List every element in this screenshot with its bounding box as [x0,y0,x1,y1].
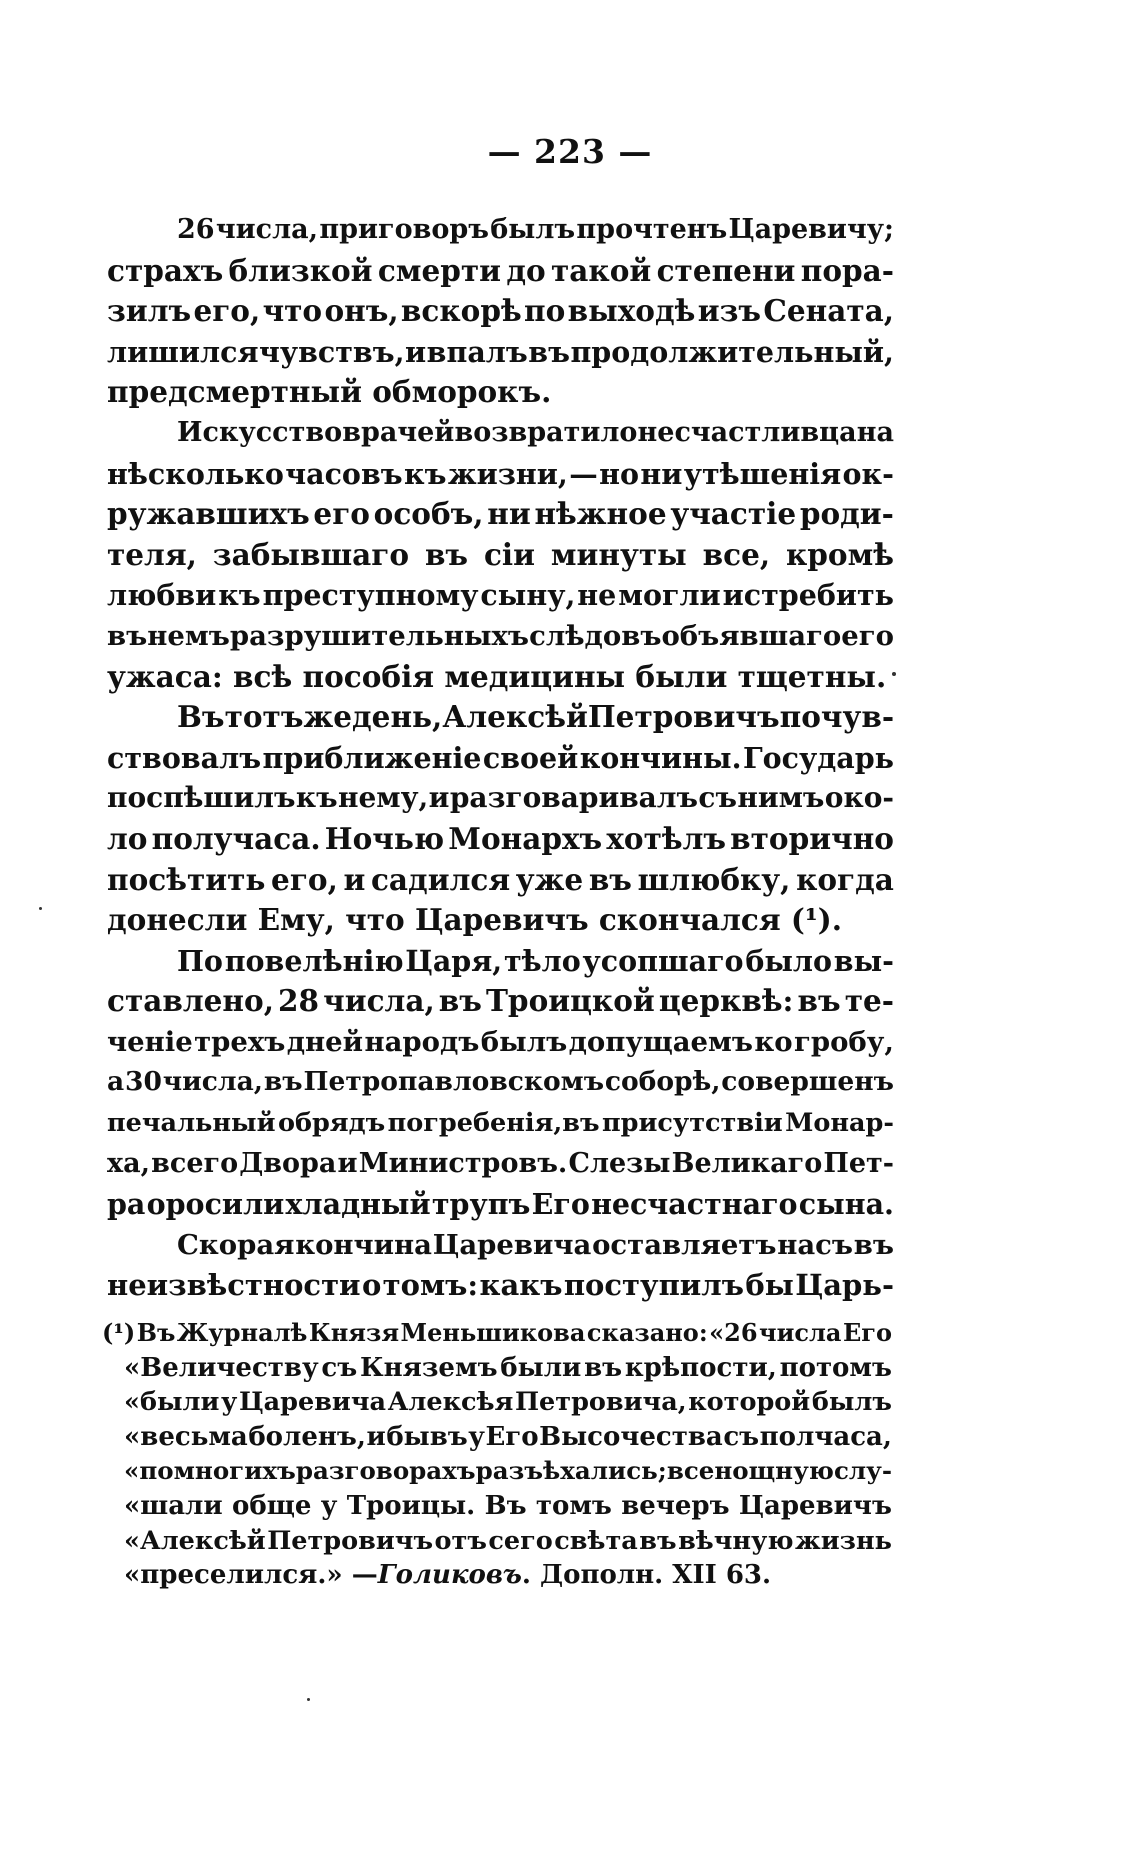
text-line: а 30 числа, въ Петропавловскомъ соборѣ, совершенъ [107,1066,894,1098]
text-line: лишился чувствъ, и впалъ въ продолжительный, [107,334,894,369]
text-line: ствовалъ приближеніе своей кончины. Государь [107,740,894,775]
text-line: Искусство врачей возвратило несчастливца на [177,416,894,448]
footnote-line [102,1558,892,1593]
text-line: нѣсколько часовъ къ жизни, — но ни утѣшенія ок- [107,456,894,491]
footnote-author: Голиковъ [377,1560,522,1591]
text-line: въ немъ разрушительныхъ слѣдовъ объявшаго его [107,619,894,652]
footnote-line: «шали обще у Троицы. Въ томъ вечеръ Царевичъ [124,1490,892,1521]
footnote-line: «были у Царевича Алексѣя Петровича, которой былъ [124,1387,892,1418]
text-line: поспѣшилъ къ нему, и разговаривалъ съ нимъ око- [107,781,894,815]
footnote-line: «по многихъ разговорахъ разъѣхались; всенощную слу- [124,1456,892,1486]
text-line: донесли Ему, что Царевичъ скончался (¹). [107,902,843,938]
text-line: посѣтить его, и садился уже въ шлюбку, когда [107,861,894,897]
text-line: ха, всего Двора и Министровъ. Слезы Великаго Пет- [107,1147,894,1179]
text-line: теля, забывшаго въ сіи минуты все, кромѣ [107,536,894,572]
text-line: ставлено, 28 числа, въ Троицкой церквѣ: въ те- [107,983,894,1019]
text-line: Скорая кончина Царевича оставляетъ насъ въ [177,1228,894,1261]
footnote [102,1316,892,1593]
text-line: печальный обрядъ погребенія,въ присутствіи Монар- [107,1108,894,1139]
footnote-quote-end: «преселился.» — [124,1560,378,1591]
text-line: По повелѣнію Царя, тѣло усопшаго было вы- [177,943,894,978]
print-speck [892,672,896,676]
text-line: Въ тотъ же день, Алексѣй Петровичъ почув- [177,699,895,735]
text-line: предсмертный обморокъ. [107,374,552,410]
footnote-line: «Величеству съ Княземъ были въ крѣпости, потомъ [124,1352,892,1383]
footnote-line: «весьма боленъ, и бывъ у Его Высочества съ полчаса, [124,1421,892,1452]
text-line: неизвѣстности о томъ: какъ поступилъ бы Царь- [107,1268,894,1303]
text-line: ружавшихъ его особъ, ни нѣжное участіе роди- [107,496,894,532]
text-line: страхъ близкой смерти до такой степени пора- [107,252,894,288]
text-line: ченіе трехъ дней народъ былъ допущаемъ ко гробу, [107,1025,894,1058]
footnote-line: (¹) Въ Журналѣ Князя Меньшикова сказано: «26 числа Его [102,1318,892,1347]
text-line: любви къ преступному сыну, не могли истребить [107,578,894,613]
text-line: ло получаса. Ночью Монархъ хотѣлъ вторично [107,820,894,856]
text-line: ра оросили хладный трупъ Его несчастнаго сына. [107,1187,894,1222]
footnote-reference: . Дополн. XII 63. [521,1560,772,1591]
print-speck [307,1698,310,1701]
text-line: зилъ его, что онъ, вскорѣ по выходѣ изъ Сената, [107,293,894,329]
text-line: 26 числа, приговоръ былъ прочтенъ Царевичу; [177,214,894,245]
footnote-line: «Алексѣй Петровичъ отъ сего свѣта въ вѣчную жизнь [124,1525,892,1556]
page-number: — 223 — [487,132,653,171]
text-line: ужаса: всѣ пособія медицины были тщетны. [107,658,887,694]
main-text [107,210,894,1306]
print-speck [39,907,42,910]
